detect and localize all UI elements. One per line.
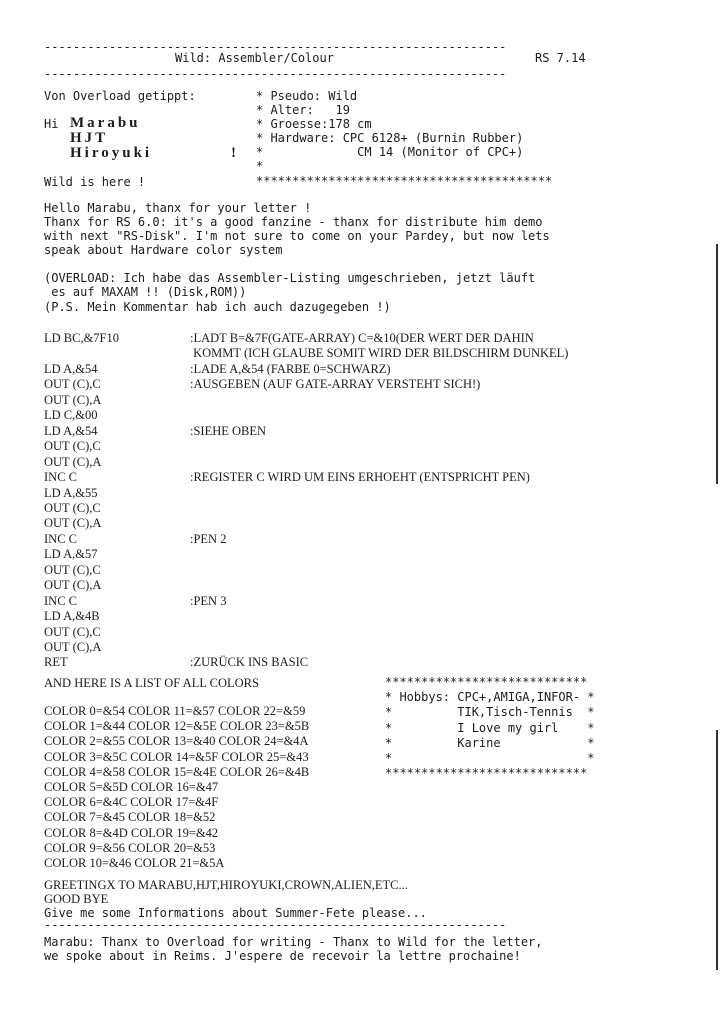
hobby-box-line: * TIK,Tisch-Tennis *: [385, 705, 595, 719]
profile-line: *: [256, 159, 264, 173]
color-row: COLOR 0=&54 COLOR 11=&57 COLOR 22=&59: [44, 704, 306, 718]
article-title: Wild: Assembler/Colour: [175, 51, 334, 65]
color-row: COLOR 10=&46 COLOR 21=&5A: [44, 856, 225, 870]
scan-edge-mark: [716, 244, 718, 484]
hobby-box-line: ****************************: [385, 766, 588, 780]
colors-heading: AND HERE IS A LIST OF ALL COLORS: [44, 676, 259, 690]
color-row: COLOR 7=&45 COLOR 18=&52: [44, 810, 216, 824]
letter-line: speak about Hardware color system: [44, 243, 283, 257]
color-row: COLOR 1=&44 COLOR 12=&5E COLOR 23=&5B: [44, 719, 310, 733]
listing-code: LD A,&57: [44, 547, 98, 561]
listing-code: LD A,&54: [44, 362, 98, 376]
scan-edge-mark: [716, 730, 718, 970]
hobby-box-line: * Hobbys: CPC+,AMIGA,INFOR- *: [385, 690, 595, 704]
color-row: COLOR 8=&4D COLOR 19=&42: [44, 826, 219, 840]
request-line: Give me some Informations about Summer-Fete please...: [44, 906, 427, 920]
note-line: es auf MAXAM !! (Disk,ROM)): [44, 285, 247, 299]
listing-code: LD A,&54: [44, 424, 98, 438]
hobby-box-line: ****************************: [385, 675, 588, 689]
profile-line: * Pseudo: Wild: [256, 89, 358, 103]
greetings-line: GREETINGX TO MARABU,HJT,HIROYUKI,CROWN,ALIEN,ETC...: [44, 878, 408, 892]
profile-line: * Alter: 19: [256, 103, 350, 117]
name-marabu: Marabu: [70, 115, 141, 131]
note-line: (P.S. Mein Kommentar hab ich auch dazugegeben !): [44, 300, 391, 314]
reply-line: Marabu: Thanx to Overload for writing - Thanx to Wild for the letter,: [44, 935, 543, 949]
header-rule-bottom: ----------------------------------------------------------------: [44, 67, 507, 81]
color-row: COLOR 5=&5D COLOR 16=&47: [44, 780, 219, 794]
listing-comment: :LADE A,&54 (FARBE 0=SCHWARZ): [190, 362, 391, 376]
greeting-hi: Hi: [44, 117, 59, 131]
listing-code: OUT (C),C: [44, 439, 101, 453]
color-row: COLOR 2=&55 COLOR 13=&40 COLOR 24=&4A: [44, 734, 309, 748]
name-exclamation: !: [231, 145, 239, 161]
hobby-box-line: * Karine *: [385, 736, 595, 750]
hobby-box-line: * *: [385, 751, 595, 765]
typed-by-note: Von Overload getippt:: [44, 89, 196, 103]
reply-line: we spoke about in Reims. J'espere de recevoir la lettre prochaine!: [44, 949, 521, 963]
listing-code: RET: [44, 655, 68, 669]
hobby-box-line: * I Love my girl *: [385, 721, 595, 735]
listing-code: OUT (C),A: [44, 516, 102, 530]
listing-code: LD BC,&7F10: [44, 331, 120, 345]
listing-code: INC C: [44, 594, 77, 608]
listing-code: LD C,&00: [44, 408, 98, 422]
note-line: (OVERLOAD: Ich habe das Assembler-Listing umgeschrieben, jetzt läuft: [44, 271, 536, 285]
issue-label: RS 7.14: [535, 51, 586, 65]
listing-code: OUT (C),A: [44, 640, 102, 654]
closing-rule: ----------------------------------------------------------------: [44, 918, 507, 932]
header-rule-top: ----------------------------------------------------------------: [44, 40, 507, 54]
listing-code: OUT (C),C: [44, 377, 101, 391]
profile-star-rule: *****************************************: [256, 174, 553, 188]
listing-code: OUT (C),C: [44, 625, 101, 639]
listing-code: OUT (C),A: [44, 455, 102, 469]
name-hiroyuki: Hiroyuki: [70, 145, 153, 161]
listing-code: LD A,&4B: [44, 609, 100, 623]
listing-comment: :REGISTER C WIRD UM EINS ERHOEHT (ENTSPRICHT PEN): [190, 470, 530, 484]
color-row: COLOR 4=&58 COLOR 15=&4E COLOR 26=&4B: [44, 765, 310, 779]
listing-code: INC C: [44, 532, 77, 546]
profile-line: * Groesse:178 cm: [256, 117, 372, 131]
listing-code: OUT (C),A: [44, 578, 102, 592]
listing-comment: :AUSGEBEN (AUF GATE-ARRAY VERSTEHT SICH!): [190, 377, 481, 391]
listing-code: OUT (C),A: [44, 393, 102, 407]
color-row: COLOR 9=&56 COLOR 20=&53: [44, 841, 216, 855]
goodbye-line: GOOD BYE: [44, 892, 109, 906]
listing-code: OUT (C),C: [44, 501, 101, 515]
profile-line: * CM 14 (Monitor of CPC+): [256, 145, 524, 159]
wild-is-here: Wild is here !: [44, 175, 146, 189]
color-row: COLOR 3=&5C COLOR 14=&5F COLOR 25=&43: [44, 750, 309, 764]
listing-comment: :SIEHE OBEN: [190, 424, 267, 438]
letter-line: Thanx for RS 6.0: it's a good fanzine - thanx for distribute him demo: [44, 215, 543, 229]
profile-line: * Hardware: CPC 6128+ (Burnin Rubber): [256, 131, 524, 145]
letter-line: with next "RS-Disk". I'm not sure to come on your Pardey, but now lets: [44, 229, 550, 243]
listing-comment: :ZURÜCK INS BASIC: [190, 655, 309, 669]
listing-comment: :PEN 3: [190, 594, 227, 608]
listing-code: LD A,&55: [44, 486, 98, 500]
listing-comment: KOMMT (ICH GLAUBE SOMIT WIRD DER BILDSCHIRM DUNKEL): [190, 346, 569, 360]
listing-code: INC C: [44, 470, 77, 484]
color-row: COLOR 6=&4C COLOR 17=&4F: [44, 795, 219, 809]
name-hjt: HJT: [70, 130, 109, 146]
listing-comment: :PEN 2: [190, 532, 227, 546]
listing-comment: :LADT B=&7F(GATE-ARRAY) C=&10(DER WERT DER DAHIN: [190, 331, 534, 345]
listing-code: OUT (C),C: [44, 563, 101, 577]
letter-line: Hello Marabu, thanx for your letter !: [44, 201, 312, 215]
